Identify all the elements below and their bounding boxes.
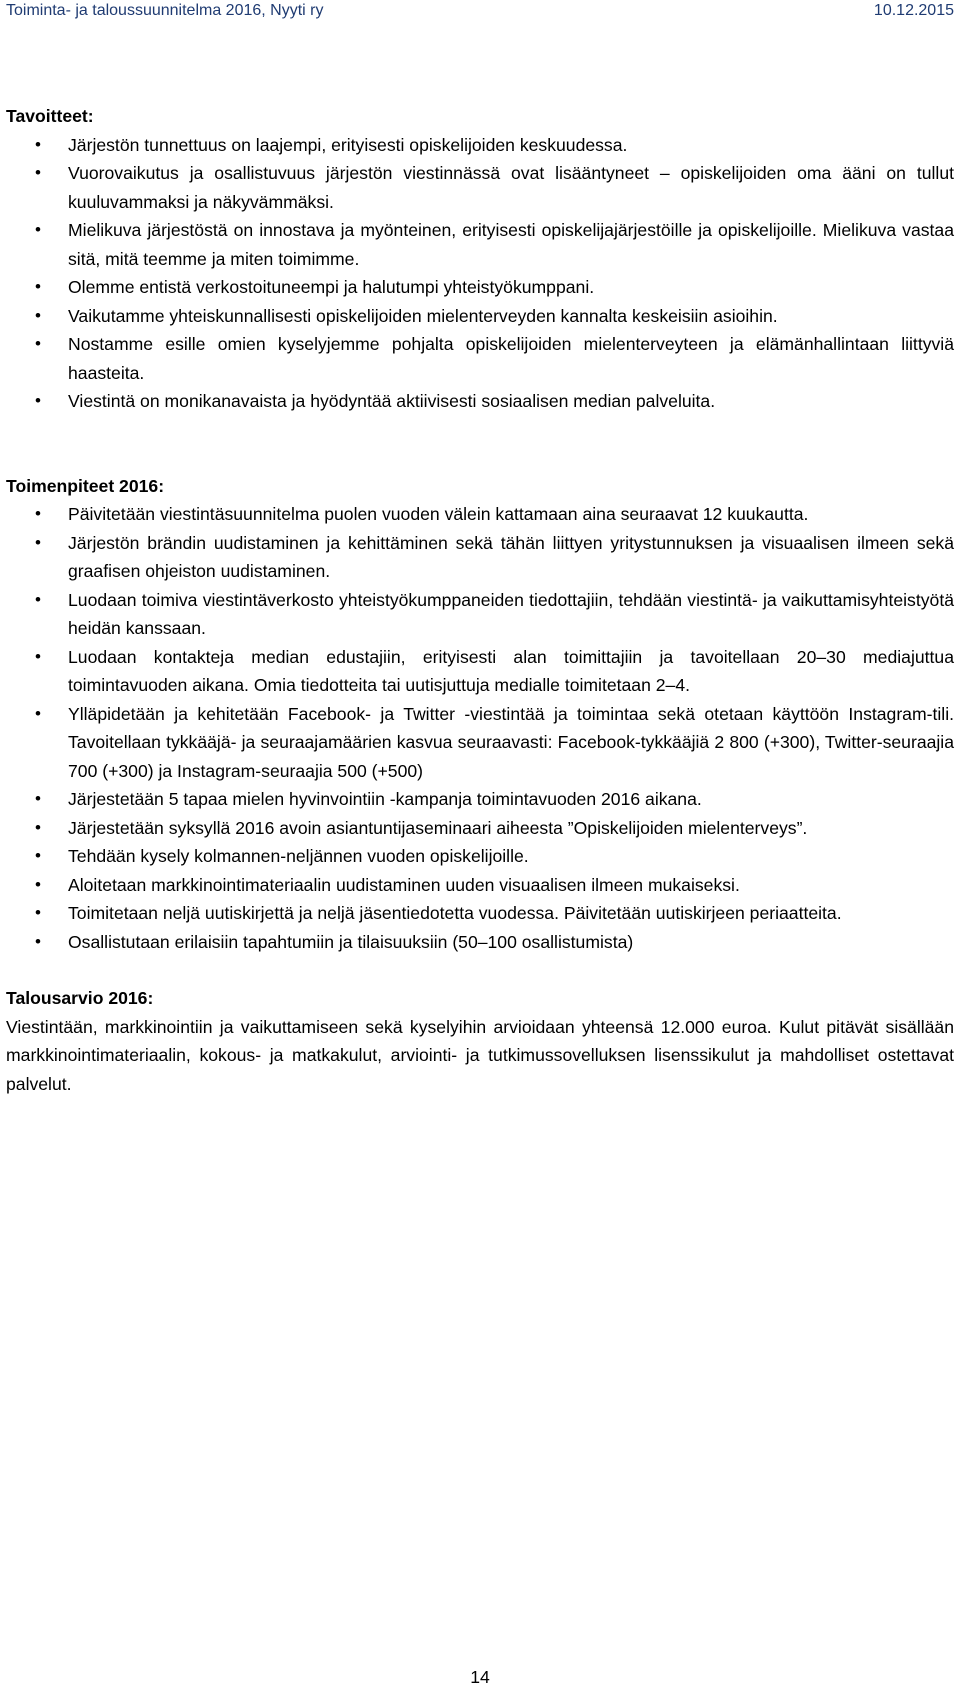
list-item: • Järjestön tunnettuus on laajempi, erityisesti opiskelijoiden keskuudessa. <box>6 131 954 160</box>
bullet-icon: • <box>35 703 41 723</box>
bullet-icon: • <box>35 134 41 154</box>
list-item: • Järjestön brändin uudistaminen ja kehittäminen sekä tähän liittyen yritystunnuksen ja visuaalisen ilmeen sekä graafisen ohjeiston uudistaminen. <box>6 529 954 586</box>
list-item: • Vuorovaikutus ja osallistuvuus järjestön viestinnässä ovat lisääntyneet – opiskelijoiden oma ääni on tullut kuuluvammaksi ja näkyvämmäksi. <box>6 159 954 216</box>
page-number: 14 <box>470 1667 490 1687</box>
bullet-icon: • <box>35 931 41 951</box>
list-item: • Vaikutamme yhteiskunnallisesti opiskelijoiden mielenterveyden kannalta keskeisiin asioihin. <box>6 302 954 331</box>
section-heading-toimenpiteet: Toimenpiteet 2016: <box>6 475 165 496</box>
budget-paragraph: Viestintään, markkinointiin ja vaikuttamiseen sekä kyselyihin arvioidaan yhteensä 12.000 euroa. Kulut pitävät sisällään markkinointimateriaalin, kokous- ja matkakulut, arviointi- ja tutkimussovelluksen lisenssikulut ja mahdolliset ostettavat palvelut. <box>6 1016 954 1094</box>
section-heading-tavoitteet: Tavoitteet: <box>6 106 94 126</box>
list-item: • Järjestetään 5 tapaa mielen hyvinvointiin -kampanja toimintavuoden 2016 aikana. <box>6 785 954 814</box>
bullet-icon: • <box>35 277 41 296</box>
list-item: • Ylläpidetään ja kehitetään Facebook- ja Twitter -viestintää ja toimintaa sekä otetaan käyttöön Instagram-tili. Tavoitellaan tykkääjä- ja seuraajamäärien kasvua seuraavasti: Facebook-tykkääjiä 2 800 (+300), Twitter-seuraajia 700 (+300) ja Instagram-seuraajia 500 (+500) <box>6 700 954 786</box>
section-heading-talousarvio: Talousarvio 2016: <box>6 988 154 1008</box>
list-item: • Aloitetaan markkinointimateriaalin uudistaminen uuden visuaalisen ilmeen mukaiseksi. <box>6 871 954 900</box>
list-item: • Olemme entistä verkostoituneempi ja halutumpi yhteistyökumppani. <box>6 273 954 302</box>
bullet-icon: • <box>35 646 41 666</box>
actions-list <box>6 500 954 956</box>
document-body <box>6 102 954 1098</box>
bullet-icon: • <box>35 504 41 523</box>
goals-list <box>6 131 954 416</box>
list-item: • Luodaan toimiva viestintäverkosto yhteistyökumppaneiden tiedottajiin, tehdään viestintä- ja vaikuttamisyhteistyötä heidän kanssaan. <box>6 586 954 643</box>
bullet-icon: • <box>35 789 41 808</box>
bullet-icon: • <box>35 817 41 837</box>
header-title: Toiminta- ja taloussuunnitelma 2016, Nyyti ry <box>6 2 324 19</box>
list-item: • Toimitetaan neljä uutiskirjettä ja neljä jäsentiedotetta vuodessa. Päivitetään uutiskirjeen periaatteita. <box>6 899 954 928</box>
list-item: • Järjestetään syksyllä 2016 avoin asiantuntijaseminaari aiheesta ”Opiskelijoiden mielenterveys”. <box>6 814 954 843</box>
bullet-icon: • <box>35 846 41 865</box>
list-item: • Luodaan kontakteja median edustajiin, erityisesti alan toimittajiin ja tavoitellaan 20–30 mediajuttua toimintavuoden aikana. Omia tiedotteita tai uutisjuttuja medialle toimitetaan 2–4. <box>6 643 954 700</box>
bullet-icon: • <box>35 220 41 239</box>
bullet-icon: • <box>35 305 41 325</box>
bullet-icon: • <box>35 334 41 353</box>
list-item: • Tehdään kysely kolmannen-neljännen vuoden opiskelijoille. <box>6 842 954 871</box>
list-item: • Nostamme esille omien kyselyjemme pohjalta opiskelijoiden mielenterveyteen ja elämänhallintaan liittyviä haasteita. <box>6 330 954 387</box>
list-item: • Päivitetään viestintäsuunnitelma puolen vuoden välein kattamaan aina seuraavat 12 kuukautta. <box>6 500 954 529</box>
bullet-icon: • <box>35 874 41 894</box>
bullet-icon: • <box>35 391 41 410</box>
list-item: • Mielikuva järjestöstä on innostava ja myönteinen, erityisesti opiskelijajärjestöille ja opiskelijoille. Mielikuva vastaa sitä, mitä teemme ja miten toimimme. <box>6 216 954 273</box>
bullet-icon: • <box>35 163 41 182</box>
bullet-icon: • <box>35 532 41 552</box>
bullet-icon: • <box>35 589 41 609</box>
list-item: • Osallistutaan erilaisiin tapahtumiin ja tilaisuuksiin (50–100 osallistumista) <box>6 928 954 957</box>
header-date: 10.12.2015 <box>873 2 954 19</box>
page-header <box>6 2 954 22</box>
list-item: • Viestintä on monikanavaista ja hyödyntää aktiivisesti sosiaalisen median palveluita. <box>6 387 954 416</box>
bullet-icon: • <box>35 903 41 922</box>
